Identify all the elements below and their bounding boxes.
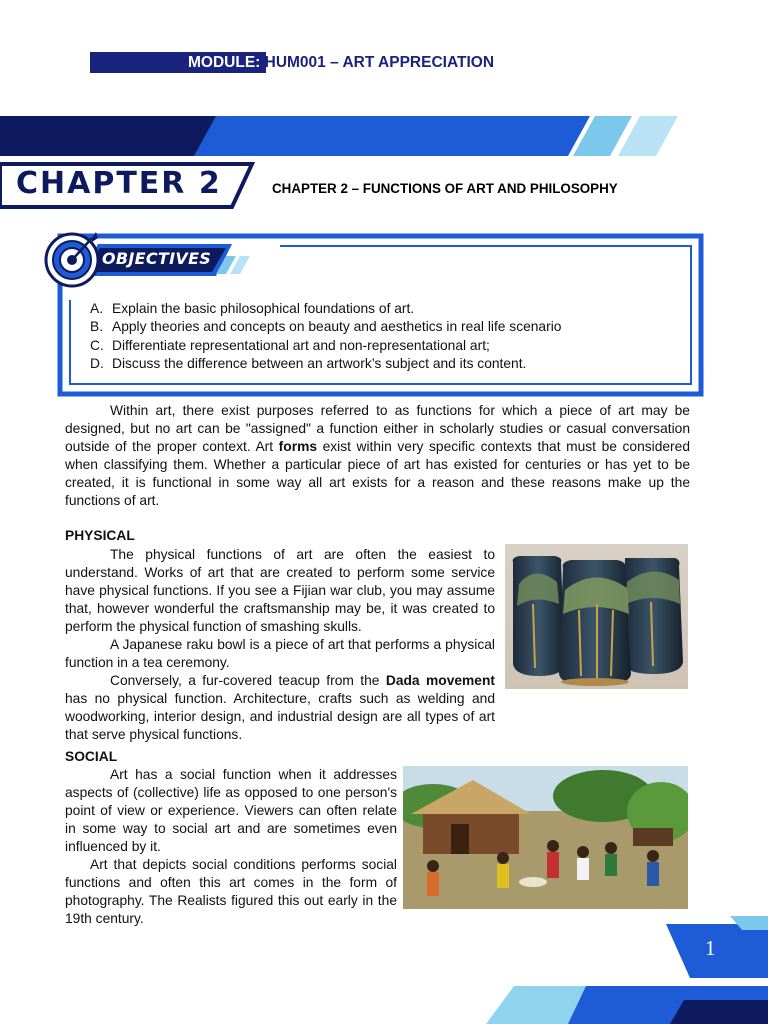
objective-item: A. Explain the basic philosophical foundations of art. — [90, 301, 415, 316]
module-code: HUM001 – ART APPRECIATION — [260, 54, 495, 71]
physical-paragraph-2: A Japanese raku bowl is a piece of art that performs a physical function in a tea ceremony. — [65, 637, 495, 670]
objective-item: B. Apply theories and concepts on beauty and aesthetics in real life scenario — [90, 319, 562, 335]
social-heading: SOCIAL — [65, 749, 118, 764]
objectives-label: OBJECTIVES — [102, 249, 212, 268]
physical-paragraph-3: Conversely, a fur-covered teacup from the Dada movement has no physical function. Architecture, crafts such as welding and woodworking, interior design, and industrial design are all types of art that serve physical functions. — [65, 673, 495, 742]
physical-text — [65, 546, 495, 744]
module-label: MODULE: — [188, 54, 261, 71]
vases-image — [505, 544, 688, 689]
intro-paragraph: Within art, there exist purposes referred to as functions for which a piece of art may be designed, but no art can be "assigned" a function either in scholarly studies or casual conversation outside of the proper context. Art forms exist within very specific contexts that must be considered when classifying them. Whether a particular piece of art has existed for centuries or has yet to be created, it is functional in some way all art exists for a reason and these reasons make up the functions of art. — [65, 403, 690, 508]
social-paragraph-1: Art has a social function when it addresses aspects of (collective) life as opposed to one person's point of view or experience. Viewers can often relate in some way to social art and are sometimes even influenced by it. — [65, 767, 397, 854]
objective-item: D. Discuss the difference between an artwork’s subject and its content. — [90, 355, 527, 371]
objective-item: C. Differentiate representational art and non-representational art; — [90, 337, 490, 353]
module-header — [188, 54, 494, 72]
objectives-list — [90, 300, 561, 373]
chapter-title: CHAPTER 2 – FUNCTIONS OF ART AND PHILOSOPHY — [272, 181, 618, 196]
physical-paragraph-1: The physical functions of art are often the easiest to understand. Works of art that are created to perform some service have physical functions. If you see a Fijian war club, you may assume that, however wonderful the craftsmanship may be, it was created to perform the physical function of smashing skulls. — [65, 547, 495, 634]
physical-heading: PHYSICAL — [65, 528, 135, 543]
page-number: 1 — [705, 936, 716, 960]
social-text — [65, 766, 397, 928]
social-paragraph-2: Art that depicts social conditions performs social functions and often this art comes in the form of photography. The Realists figured this out early in the 19th century. — [65, 857, 397, 926]
chapter-badge: CHAPTER 2 — [16, 166, 222, 201]
village-painting-image — [403, 766, 688, 909]
footer-decoration — [480, 900, 768, 1024]
